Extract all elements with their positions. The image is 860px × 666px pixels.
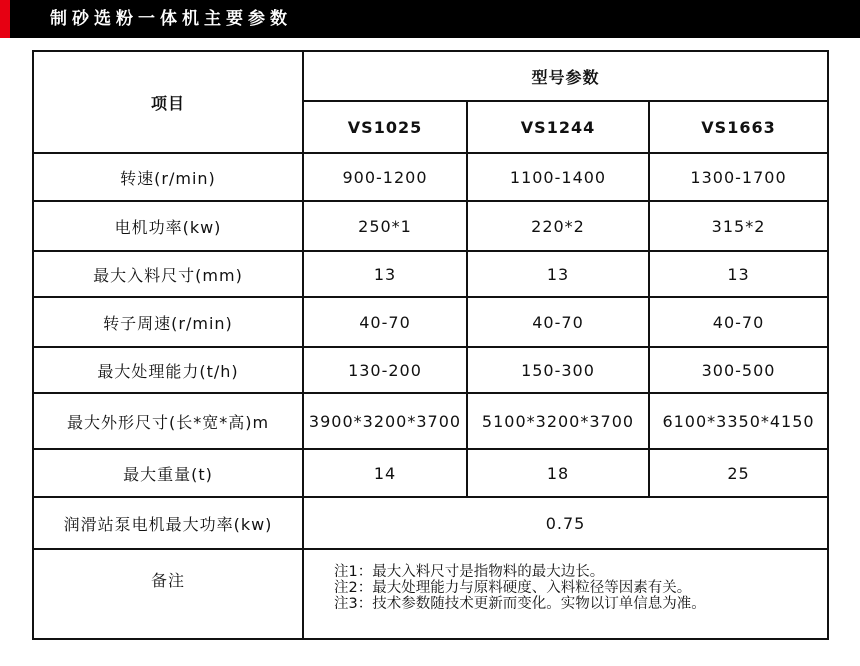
row-value: 40-70 — [467, 297, 649, 347]
row-value: 0.75 — [303, 497, 828, 549]
item-header: 项目 — [33, 51, 303, 153]
table-row — [33, 201, 828, 251]
table-row — [33, 497, 828, 549]
row-value: 300-500 — [649, 347, 828, 393]
row-value: 150-300 — [467, 347, 649, 393]
row-value: 1300-1700 — [649, 153, 828, 201]
remarks-row — [33, 549, 828, 639]
row-label: 最大处理能力(t/h) — [33, 347, 303, 393]
row-value: 130-200 — [303, 347, 467, 393]
page-title: 制砂选粉一体机主要参数 — [50, 9, 292, 29]
remarks-cell — [303, 549, 828, 639]
row-value: 40-70 — [303, 297, 467, 347]
spec-table — [32, 50, 829, 640]
row-label: 转速(r/min) — [33, 153, 303, 201]
row-label: 最大重量(t) — [33, 449, 303, 497]
row-value: 13 — [649, 251, 828, 297]
row-value: 13 — [467, 251, 649, 297]
model-header: VS1663 — [649, 101, 828, 153]
row-value: 5100*3200*3700 — [467, 393, 649, 449]
table-row — [33, 449, 828, 497]
model-header: VS1244 — [467, 101, 649, 153]
note-line: 注3：技术参数随技术更新而变化。实物以订单信息为准。 — [334, 596, 706, 612]
row-value: 250*1 — [303, 201, 467, 251]
table-row — [33, 153, 828, 201]
table-row — [33, 393, 828, 449]
row-label: 电机功率(kw) — [33, 201, 303, 251]
table-row — [33, 297, 828, 347]
row-value: 13 — [303, 251, 467, 297]
remarks-label: 备注 — [33, 549, 303, 639]
note-line: 注1：最大入料尺寸是指物料的最大边长。 — [334, 564, 605, 580]
row-value: 315*2 — [649, 201, 828, 251]
row-value: 6100*3350*4150 — [649, 393, 828, 449]
row-label: 最大入料尺寸(mm) — [33, 251, 303, 297]
row-value: 900-1200 — [303, 153, 467, 201]
row-value: 18 — [467, 449, 649, 497]
row-label: 最大外形尺寸(长*宽*高)m — [33, 393, 303, 449]
row-label: 润滑站泵电机最大功率(kw) — [33, 497, 303, 549]
row-value: 14 — [303, 449, 467, 497]
model-header: VS1025 — [303, 101, 467, 153]
row-value: 3900*3200*3700 — [303, 393, 467, 449]
row-value: 40-70 — [649, 297, 828, 347]
row-label: 转子周速(r/min) — [33, 297, 303, 347]
row-value: 1100-1400 — [467, 153, 649, 201]
note-line: 注2：最大处理能力与原料硬度、入料粒径等因素有关。 — [334, 580, 692, 596]
table-row — [33, 347, 828, 393]
row-value: 220*2 — [467, 201, 649, 251]
row-value: 25 — [649, 449, 828, 497]
header-accent — [0, 0, 10, 38]
group-header: 型号参数 — [303, 51, 828, 101]
table-row — [33, 251, 828, 297]
